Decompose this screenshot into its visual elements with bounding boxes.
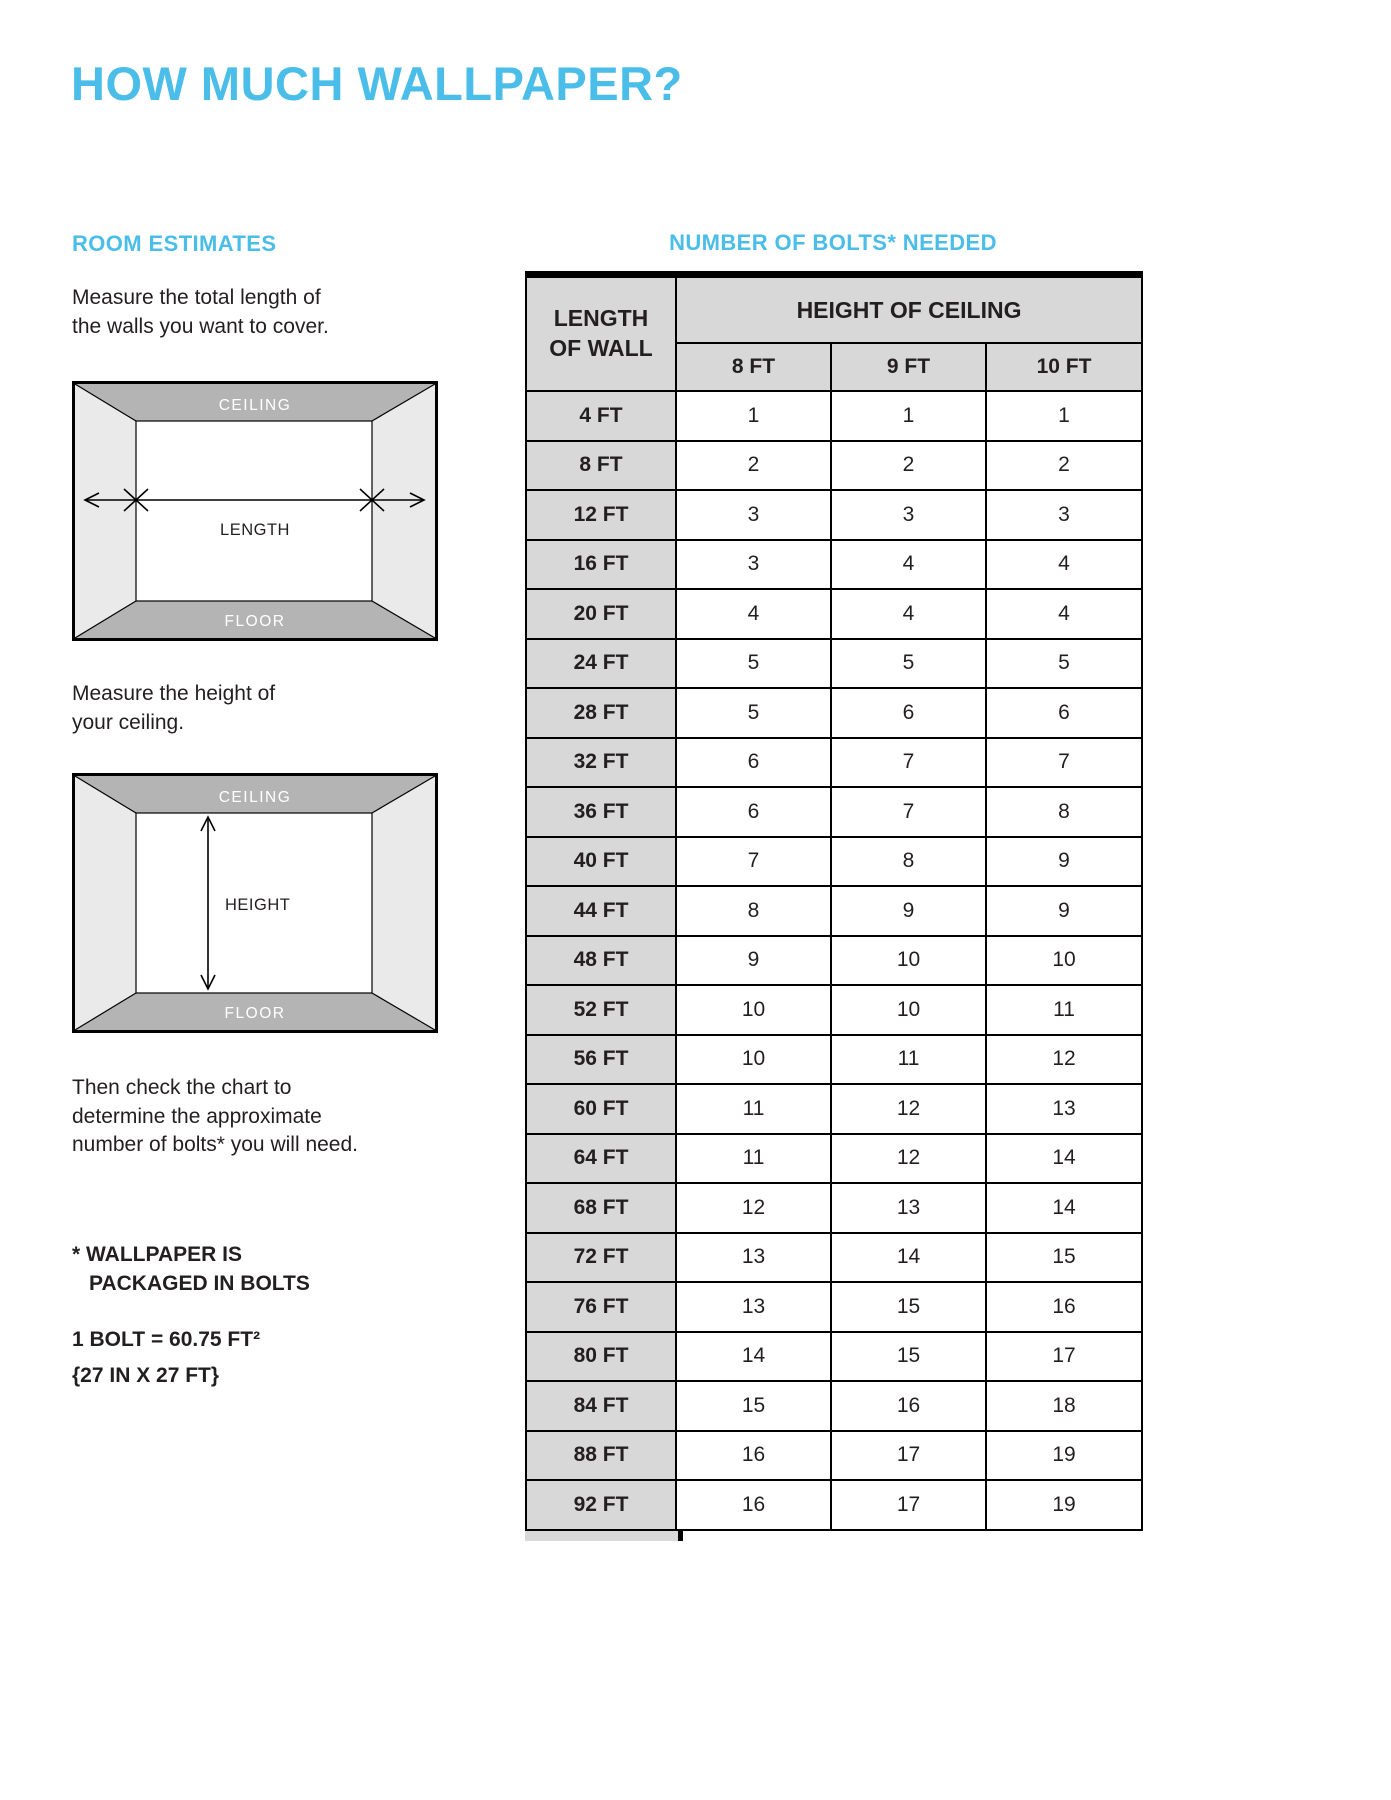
bolt-count-cell: 2	[831, 441, 986, 491]
bolt-count-cell: 3	[986, 490, 1142, 540]
table-row	[526, 1233, 1142, 1283]
bolt-count-cell: 12	[831, 1084, 986, 1134]
table-row	[526, 1381, 1142, 1431]
bolts-table-body	[526, 391, 1142, 1530]
wallpaper-bolts-footnote	[72, 1240, 310, 1298]
bolt-count-cell: 10	[986, 936, 1142, 986]
bolt-count-cell: 6	[831, 688, 986, 738]
table-row	[526, 589, 1142, 639]
bolt-count-cell: 7	[676, 837, 831, 887]
bolt-count-cell: 7	[986, 738, 1142, 788]
bolt-count-cell: 5	[986, 639, 1142, 689]
table-row	[526, 639, 1142, 689]
footnote-line: PACKAGED IN BOLTS	[89, 1272, 310, 1295]
table-row	[526, 1084, 1142, 1134]
ceiling-label: CEILING	[218, 397, 292, 414]
wall-length-cell: 84 FT	[526, 1381, 676, 1431]
bolt-count-cell: 3	[676, 540, 831, 590]
wall-length-cell: 64 FT	[526, 1134, 676, 1184]
bolt-count-cell: 10	[676, 985, 831, 1035]
bolt-count-cell: 12	[986, 1035, 1142, 1085]
instruction-line: the walls you want to cover.	[72, 314, 329, 338]
bolt-count-cell: 8	[986, 787, 1142, 837]
bolt-count-cell: 1	[986, 391, 1142, 441]
bolt-count-cell: 4	[831, 589, 986, 639]
wall-length-cell: 80 FT	[526, 1332, 676, 1382]
wall-length-cell: 72 FT	[526, 1233, 676, 1283]
bolt-count-cell: 10	[676, 1035, 831, 1085]
wall-length-cell: 24 FT	[526, 639, 676, 689]
floor-label: FLOOR	[224, 1005, 286, 1022]
table-row	[526, 1480, 1142, 1530]
table-row	[526, 837, 1142, 887]
header-line: LENGTH	[553, 305, 649, 332]
bolt-count-cell: 11	[676, 1084, 831, 1134]
bolt-count-cell: 9	[986, 837, 1142, 887]
wall-length-cell: 28 FT	[526, 688, 676, 738]
bolt-count-cell: 12	[831, 1134, 986, 1184]
bolt-note-line: {27 IN X 27 FT}	[72, 1364, 220, 1387]
bolt-count-cell: 10	[831, 985, 986, 1035]
wall-length-cell: 36 FT	[526, 787, 676, 837]
bolt-count-cell: 8	[676, 886, 831, 936]
column-header-10ft: 10 FT	[986, 343, 1142, 391]
wall-length-cell: 20 FT	[526, 589, 676, 639]
bolt-count-cell: 4	[986, 589, 1142, 639]
room-length-diagram	[72, 381, 438, 641]
wall-length-cell: 60 FT	[526, 1084, 676, 1134]
bolt-count-cell: 7	[831, 787, 986, 837]
bolt-count-cell: 17	[986, 1332, 1142, 1382]
bolt-count-cell: 14	[831, 1233, 986, 1283]
instruction-check-chart	[72, 1074, 358, 1160]
instruction-measure-length	[72, 284, 329, 341]
ceiling-label: CEILING	[218, 789, 292, 806]
table-row	[526, 441, 1142, 491]
bolt-count-cell: 6	[676, 787, 831, 837]
wall-length-cell: 88 FT	[526, 1431, 676, 1481]
bolt-count-cell: 6	[986, 688, 1142, 738]
footnote-line: * WALLPAPER IS	[72, 1243, 242, 1266]
bolt-count-cell: 17	[831, 1431, 986, 1481]
table-row	[526, 1183, 1142, 1233]
bolt-count-cell: 13	[676, 1233, 831, 1283]
bolt-count-cell: 13	[676, 1282, 831, 1332]
bolt-count-cell: 1	[831, 391, 986, 441]
wall-length-cell: 56 FT	[526, 1035, 676, 1085]
left-wall-surface	[75, 776, 136, 1030]
bolt-count-cell: 4	[986, 540, 1142, 590]
table-row	[526, 490, 1142, 540]
instruction-line: number of bolts* you will need.	[72, 1133, 358, 1156]
header-line: OF WALL	[549, 335, 653, 361]
bolt-count-cell: 19	[986, 1480, 1142, 1530]
table-row	[526, 540, 1142, 590]
table-row	[526, 1431, 1142, 1481]
floor-label: FLOOR	[224, 613, 286, 630]
bolt-count-cell: 9	[676, 936, 831, 986]
right-wall-surface	[372, 384, 435, 638]
instruction-line: Then check the chart to	[72, 1076, 292, 1099]
bolt-note-line: 1 BOLT = 60.75 FT²	[72, 1328, 261, 1351]
bolt-count-cell: 16	[676, 1431, 831, 1481]
table-row	[526, 738, 1142, 788]
instruction-line: Measure the height of	[72, 682, 276, 705]
table-row	[526, 1282, 1142, 1332]
bolt-count-cell: 16	[676, 1480, 831, 1530]
height-label: HEIGHT	[225, 896, 291, 914]
room-height-diagram	[72, 773, 438, 1033]
wall-length-cell: 76 FT	[526, 1282, 676, 1332]
table-row	[526, 688, 1142, 738]
table-row	[526, 886, 1142, 936]
bolt-count-cell: 11	[986, 985, 1142, 1035]
bolt-count-cell: 14	[986, 1183, 1142, 1233]
room-estimates-heading: ROOM ESTIMATES	[72, 231, 277, 256]
table-row	[526, 1035, 1142, 1085]
bolt-count-cell: 15	[831, 1332, 986, 1382]
wall-length-cell: 4 FT	[526, 391, 676, 441]
instruction-line: determine the approximate	[72, 1104, 322, 1128]
bolt-count-cell: 2	[986, 441, 1142, 491]
length-label: LENGTH	[220, 521, 290, 539]
bolt-count-cell: 14	[676, 1332, 831, 1382]
bolts-table	[525, 271, 1143, 1531]
left-wall-surface	[75, 384, 136, 638]
bolts-table-heading: NUMBER OF BOLTS* NEEDED	[669, 230, 997, 255]
table-row	[526, 936, 1142, 986]
wall-length-cell: 68 FT	[526, 1183, 676, 1233]
bolt-count-cell: 4	[676, 589, 831, 639]
bolt-count-cell: 6	[676, 738, 831, 788]
length-of-wall-header	[526, 275, 676, 392]
bolt-size-note	[72, 1322, 260, 1394]
instruction-line: Measure the total length of	[72, 286, 321, 309]
instruction-measure-height	[72, 680, 275, 737]
column-header-9ft: 9 FT	[831, 343, 986, 391]
bolt-count-cell: 5	[676, 639, 831, 689]
column-header-8ft: 8 FT	[676, 343, 831, 391]
bolt-count-cell: 4	[831, 540, 986, 590]
back-wall-surface	[136, 421, 372, 601]
bolt-count-cell: 3	[676, 490, 831, 540]
bolt-count-cell: 5	[831, 639, 986, 689]
bolts-table-section	[525, 230, 1141, 1541]
wall-length-cell: 12 FT	[526, 490, 676, 540]
cropped-next-row	[525, 1531, 683, 1541]
bolt-count-cell: 15	[831, 1282, 986, 1332]
bolt-count-cell: 15	[986, 1233, 1142, 1283]
bolt-count-cell: 7	[831, 738, 986, 788]
bolt-count-cell: 11	[831, 1035, 986, 1085]
bolt-count-cell: 13	[831, 1183, 986, 1233]
wall-length-cell: 32 FT	[526, 738, 676, 788]
bolt-count-cell: 1	[676, 391, 831, 441]
right-wall-surface	[372, 776, 435, 1030]
table-row	[526, 787, 1142, 837]
wall-length-cell: 8 FT	[526, 441, 676, 491]
page-title: HOW MUCH WALLPAPER?	[71, 57, 683, 110]
bolt-count-cell: 15	[676, 1381, 831, 1431]
bolt-count-cell: 19	[986, 1431, 1142, 1481]
bolt-count-cell: 16	[831, 1381, 986, 1431]
bolt-count-cell: 5	[676, 688, 831, 738]
bolt-count-cell: 11	[676, 1134, 831, 1184]
table-row	[526, 391, 1142, 441]
height-of-ceiling-header: HEIGHT OF CEILING	[676, 275, 1142, 344]
wall-length-cell: 92 FT	[526, 1480, 676, 1530]
bolt-count-cell: 14	[986, 1134, 1142, 1184]
wall-length-cell: 48 FT	[526, 936, 676, 986]
instruction-line: your ceiling.	[72, 710, 185, 734]
wall-length-cell: 16 FT	[526, 540, 676, 590]
bolt-count-cell: 12	[676, 1183, 831, 1233]
bolt-count-cell: 18	[986, 1381, 1142, 1431]
bolt-count-cell: 9	[986, 886, 1142, 936]
table-header-row	[526, 275, 1142, 344]
bolt-count-cell: 3	[831, 490, 986, 540]
bolt-count-cell: 10	[831, 936, 986, 986]
wall-length-cell: 44 FT	[526, 886, 676, 936]
bolt-count-cell: 8	[831, 837, 986, 887]
wall-length-cell: 52 FT	[526, 985, 676, 1035]
bolt-count-cell: 13	[986, 1084, 1142, 1134]
bolt-count-cell: 16	[986, 1282, 1142, 1332]
table-row	[526, 1134, 1142, 1184]
wall-length-cell: 40 FT	[526, 837, 676, 887]
bolt-count-cell: 2	[676, 441, 831, 491]
bolt-count-cell: 9	[831, 886, 986, 936]
bolt-count-cell: 17	[831, 1480, 986, 1530]
table-row	[526, 985, 1142, 1035]
table-row	[526, 1332, 1142, 1382]
